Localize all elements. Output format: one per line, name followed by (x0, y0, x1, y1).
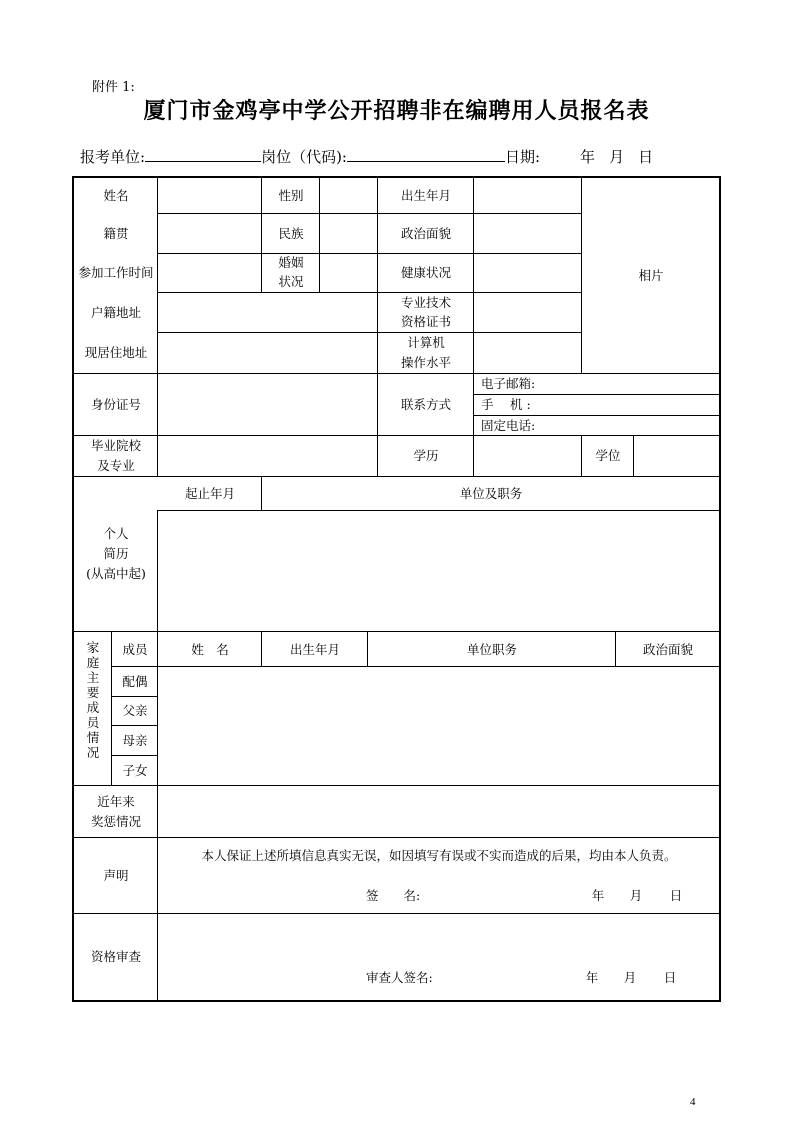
label-member-politics: 政治面貌 (642, 641, 693, 657)
header-info-line (80, 146, 653, 167)
label-education: 学历 (413, 448, 439, 463)
label-member-name: 姓 名 (191, 641, 229, 657)
label-father: 父亲 (122, 703, 148, 718)
grid-line-h (74, 913, 720, 914)
label-cert-1: 专业技术 (400, 294, 451, 310)
family-char: 主 (86, 670, 100, 685)
label-name: 姓名 (103, 187, 129, 203)
family-char: 情 (86, 730, 100, 745)
review-day: 日 (663, 970, 677, 985)
date-year: 年 (580, 148, 596, 166)
review-year: 年 (585, 970, 599, 985)
label-awards-1: 近年来 (97, 794, 135, 809)
label-native-place: 籍贯 (103, 225, 129, 241)
label-marital-2: 状况 (278, 274, 304, 289)
grid-line-h (74, 837, 720, 838)
label-resume-3: (从高中起) (86, 566, 146, 581)
unit-field[interactable] (145, 147, 261, 162)
label-resume-2: 简历 (103, 546, 129, 561)
reviewer-sign-label: 审查人签名: (366, 970, 433, 985)
label-residence: 现居住地址 (84, 345, 148, 360)
label-health: 健康状况 (400, 265, 451, 280)
label-politics: 政治面貌 (400, 225, 451, 241)
label-member: 成员 (122, 641, 148, 657)
grid-line-h (74, 785, 720, 786)
label-contact: 联系方式 (400, 396, 451, 412)
label-ethnicity: 民族 (278, 225, 304, 241)
label-marital-1: 婚姻 (278, 255, 304, 270)
page-number: 4 (690, 1096, 696, 1108)
sign-month: 月 (629, 888, 643, 903)
label-photo: 相片 (638, 268, 664, 283)
label-member-job: 单位职务 (466, 641, 517, 657)
family-char: 庭 (86, 655, 100, 670)
attachment-label: 附件 1: (92, 80, 135, 95)
label-degree: 学位 (595, 448, 621, 463)
label-birth: 出生年月 (400, 187, 451, 203)
family-char: 员 (86, 715, 100, 730)
label-cert-2: 资格证书 (400, 314, 451, 329)
review-month: 月 (623, 970, 637, 985)
post-label: 岗位（代码): (261, 148, 347, 166)
family-char: 况 (86, 745, 100, 760)
label-period: 起止年月 (184, 485, 235, 501)
form-title: 厦门市金鸡亭中学公开招聘非在编聘用人员报名表 (143, 98, 650, 124)
label-mother: 母亲 (122, 732, 148, 748)
grid-line-h (158, 332, 582, 333)
label-declaration: 声明 (103, 867, 129, 883)
grid-line-h (158, 510, 720, 511)
label-resume-1: 个人 (103, 526, 129, 541)
family-char: 要 (86, 685, 100, 700)
unit-label: 报考单位: (80, 148, 146, 166)
family-char: 家 (86, 640, 100, 655)
label-school-1: 毕业院校 (90, 438, 141, 453)
family-char: 成 (86, 700, 100, 715)
label-gender: 性别 (278, 187, 304, 203)
label-id-number: 身份证号 (90, 396, 141, 412)
sign-year: 年 (591, 888, 605, 903)
label-work-start: 参加工作时间 (78, 265, 154, 280)
label-school-2: 及专业 (97, 458, 135, 473)
grid-line-h (158, 292, 582, 293)
label-family-vertical (74, 640, 112, 760)
label-spouse: 配偶 (122, 673, 148, 689)
date-label: 日期: (504, 148, 541, 166)
label-awards-2: 奖惩情况 (90, 814, 141, 829)
label-member-birth: 出生年月 (289, 641, 340, 657)
sign-day: 日 (669, 888, 683, 903)
label-children: 子女 (122, 762, 148, 778)
label-unit-position: 单位及职务 (459, 485, 523, 501)
grid-line-h (158, 213, 582, 214)
label-computer-2: 操作水平 (400, 355, 451, 370)
sign-label: 签 名: (366, 888, 421, 903)
label-mobile: 手 机 : (481, 397, 531, 412)
label-email: 电子邮箱: (481, 376, 536, 391)
label-landline: 固定电话: (481, 417, 536, 433)
declaration-text: 本人保证上述所填信息真实无误，如因填写有误或不实而造成的后果，均由本人负责。 (201, 848, 677, 863)
date-day: 日 (638, 148, 654, 166)
date-month: 月 (609, 148, 625, 166)
label-household: 户籍地址 (90, 304, 141, 320)
label-review: 资格审查 (90, 949, 141, 964)
label-computer-1: 计算机 (407, 335, 445, 350)
post-field[interactable] (347, 147, 505, 162)
grid-line-h (158, 253, 582, 254)
